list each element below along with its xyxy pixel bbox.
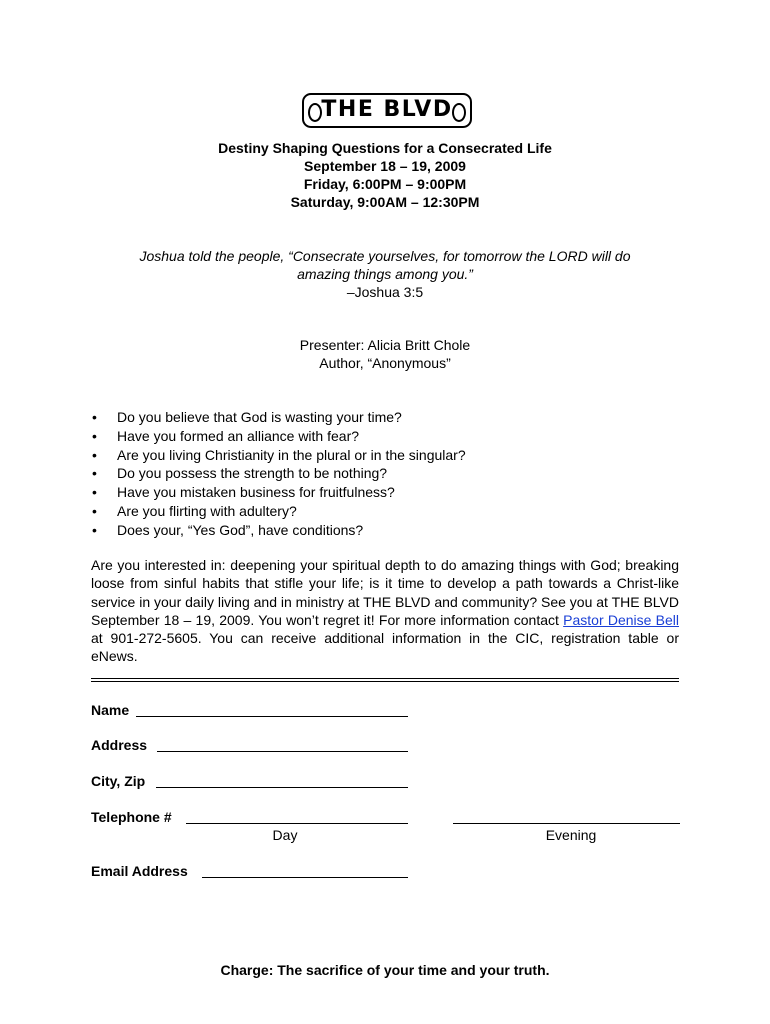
list-item: • Are you flirting with adultery? bbox=[92, 502, 466, 521]
list-item: • Have you mistaken business for fruitfulness? bbox=[92, 483, 466, 502]
page-title: Destiny Shaping Questions for a Consecrated Life bbox=[218, 140, 552, 156]
event-dates: September 18 – 19, 2009 bbox=[304, 158, 466, 174]
list-item: • Do you believe that God is wasting your time? bbox=[92, 408, 466, 427]
address-label: Address bbox=[91, 737, 148, 753]
day-label: Day bbox=[272, 827, 298, 843]
logo-text: THE BLVD bbox=[321, 97, 453, 122]
scripture-line-2: amazing things among you.” bbox=[297, 266, 473, 282]
saturday-time: Saturday, 9:00AM – 12:30PM bbox=[290, 194, 480, 210]
email-field[interactable] bbox=[202, 877, 408, 878]
contact-link[interactable]: Pastor Denise Bell bbox=[563, 611, 679, 628]
scripture-reference: –Joshua 3:5 bbox=[346, 284, 424, 300]
divider-line bbox=[91, 681, 679, 682]
email-label: Email Address bbox=[91, 863, 188, 879]
telephone-day-field[interactable] bbox=[186, 823, 408, 824]
city-zip-field[interactable] bbox=[156, 787, 408, 788]
list-item: • Have you formed an alliance with fear? bbox=[92, 427, 466, 446]
charge-footer: Charge: The sacrifice of your time and your truth. bbox=[220, 962, 550, 978]
city-zip-label: City, Zip bbox=[91, 773, 146, 789]
friday-time: Friday, 6:00PM – 9:00PM bbox=[303, 176, 467, 192]
blvd-logo bbox=[302, 93, 472, 128]
list-item: • Does your, “Yes God”, have conditions? bbox=[92, 521, 466, 540]
address-field[interactable] bbox=[157, 751, 408, 752]
evening-label: Evening bbox=[545, 827, 597, 843]
info-paragraph bbox=[91, 556, 679, 666]
scripture-line-1: Joshua told the people, “Consecrate yourselves, for tomorrow the LORD will do bbox=[139, 248, 631, 264]
list-item: • Do you possess the strength to be nothing? bbox=[92, 464, 466, 483]
paragraph-text-end: at 901-272-5605. You can receive additional information in the CIC, registration table or eNews. bbox=[91, 630, 679, 665]
paragraph-text: Are you interested in: deepening your spiritual depth to do amazing things with God; breaking loose from sinful habits that stifle your life; is it time to develop a path towards a Christ-like service in your daily living and in ministry at THE BLVD and community? See you at THE BLVD September 18 – 19, 2009. You won’t regret it! For more information contact bbox=[91, 557, 679, 628]
presenter-name: Presenter: Alicia Britt Chole bbox=[299, 337, 471, 353]
name-field[interactable] bbox=[136, 716, 408, 717]
telephone-label: Telephone # bbox=[91, 809, 172, 825]
question-list bbox=[92, 408, 466, 540]
list-item: • Are you living Christianity in the plural or in the singular? bbox=[92, 446, 466, 465]
telephone-evening-field[interactable] bbox=[453, 823, 680, 824]
divider-line bbox=[91, 678, 679, 679]
presenter-author: Author, “Anonymous” bbox=[319, 355, 451, 371]
name-label: Name bbox=[91, 702, 130, 718]
